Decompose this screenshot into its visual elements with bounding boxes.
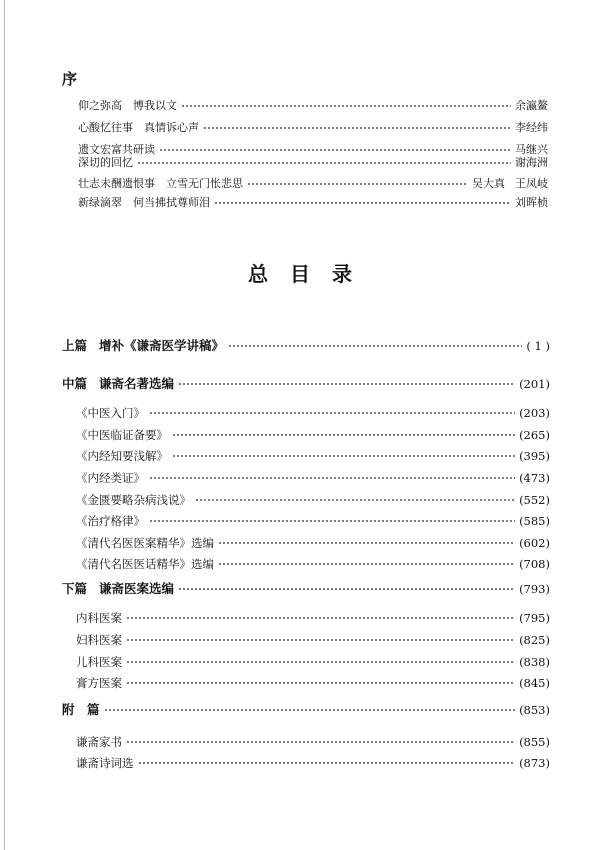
section-label: 上篇	[62, 338, 88, 353]
dot-leader	[178, 383, 515, 385]
dot-leader	[195, 499, 515, 501]
preface-entry-author: 李经纬	[515, 121, 548, 134]
toc-section[interactable]	[62, 582, 550, 596]
section-label: 中篇	[62, 376, 88, 391]
dot-leader	[228, 345, 522, 347]
preface-entry-title: 深切的回忆	[78, 156, 133, 169]
item-page: (855)	[519, 735, 550, 749]
dot-leader	[218, 563, 515, 565]
toc-title: 总目录	[248, 262, 374, 286]
item-page: (708)	[519, 557, 550, 571]
item-page: (265)	[519, 428, 550, 442]
toc-item[interactable]	[76, 471, 550, 485]
toc-item[interactable]	[76, 756, 550, 770]
item-name: 内科医案	[76, 611, 122, 625]
preface-entry-title: 遗文宏富共研读	[78, 143, 155, 156]
preface-entry-author: 刘晖桢	[515, 196, 548, 209]
page-edge-line	[4, 0, 5, 850]
item-name: 妇科医案	[76, 633, 122, 647]
toc-section[interactable]	[62, 703, 550, 717]
dot-leader	[126, 682, 515, 684]
item-page: (838)	[519, 655, 550, 669]
toc-item[interactable]	[76, 735, 550, 749]
preface-entry-author: 马继兴	[515, 143, 548, 156]
toc-section[interactable]	[62, 377, 550, 391]
dot-leader	[126, 617, 515, 619]
preface-heading: 序	[62, 70, 78, 88]
item-name: 《中医临证备要》	[76, 428, 168, 442]
preface-entry[interactable]	[78, 156, 548, 170]
item-name: 谦斋家书	[76, 735, 122, 749]
dot-leader	[218, 542, 515, 544]
preface-entry[interactable]	[78, 177, 548, 191]
item-page: (873)	[519, 756, 550, 770]
dot-leader	[159, 149, 511, 151]
toc-item[interactable]	[76, 557, 550, 571]
item-name: 谦斋诗词选	[76, 756, 134, 770]
preface-entry-title: 仰之弥高 博我以文	[78, 99, 177, 112]
toc-item[interactable]	[76, 428, 550, 442]
item-name: 《内经类证》	[76, 471, 145, 485]
section-label: 附 篇	[62, 702, 100, 717]
toc-section[interactable]	[62, 339, 550, 353]
item-page: (395)	[519, 449, 550, 463]
item-name: 《内经知要浅解》	[76, 449, 168, 463]
preface-entry[interactable]	[78, 99, 548, 113]
toc-item[interactable]	[76, 611, 550, 625]
dot-leader	[126, 661, 515, 663]
item-name: 膏方医案	[76, 676, 122, 690]
section-label: 下篇	[62, 581, 88, 596]
dot-leader	[149, 412, 515, 414]
preface-entry-author: 谢海洲	[515, 156, 548, 169]
toc-item[interactable]	[76, 406, 550, 420]
item-page: (203)	[519, 406, 550, 420]
dot-leader	[104, 709, 516, 711]
dot-leader	[214, 202, 511, 204]
section-page: (201)	[519, 377, 550, 391]
section-page: ( 1 )	[526, 339, 550, 353]
item-name: 《金匮要略杂病浅说》	[76, 493, 191, 507]
item-page: (795)	[519, 611, 550, 625]
item-page: (473)	[519, 471, 550, 485]
item-name: 《中医入门》	[76, 406, 145, 420]
preface-entry-author: 吴大真	[472, 177, 505, 190]
section-page: (793)	[519, 582, 550, 596]
section-page: (853)	[519, 703, 550, 717]
dot-leader	[126, 741, 515, 743]
dot-leader	[149, 520, 515, 522]
item-name: 《清代名医医话精华》选编	[76, 557, 214, 571]
section-name: 谦斋医案选编	[99, 581, 175, 596]
toc-item[interactable]	[76, 449, 550, 463]
preface-entry-title: 心酸忆往事 真情诉心声	[78, 121, 199, 134]
toc-item[interactable]	[76, 493, 550, 507]
section-name: 谦斋名著选编	[99, 376, 175, 391]
dot-leader	[178, 588, 515, 590]
item-page: (602)	[519, 536, 550, 550]
dot-leader	[126, 639, 515, 641]
item-name: 《治疗格律》	[76, 514, 145, 528]
item-page: (585)	[519, 514, 550, 528]
dot-leader	[172, 434, 515, 436]
dot-leader	[203, 127, 511, 129]
section-name: 增补《谦斋医学讲稿》	[99, 338, 225, 353]
item-page: (825)	[519, 633, 550, 647]
item-name: 《清代名医医案精华》选编	[76, 536, 214, 550]
toc-item[interactable]	[76, 655, 550, 669]
preface-entry-author: 余瀛鳌	[515, 99, 548, 112]
dot-leader	[172, 455, 515, 457]
item-name: 儿科医案	[76, 655, 122, 669]
preface-entry-title: 新绿滴翠 何当拂拭尊师泪	[78, 196, 210, 209]
dot-leader	[181, 105, 511, 107]
toc-item[interactable]	[76, 536, 550, 550]
preface-entry[interactable]	[78, 196, 548, 210]
preface-entry-author-second: 王凤岐	[515, 177, 548, 190]
dot-leader	[137, 162, 511, 164]
preface-entry-title: 壮志未酬遗恨事 立雪无门怅悲思	[78, 177, 243, 190]
dot-leader	[138, 762, 516, 764]
toc-item[interactable]	[76, 633, 550, 647]
dot-leader	[247, 183, 468, 185]
toc-item[interactable]	[76, 514, 550, 528]
preface-entry[interactable]	[78, 143, 548, 157]
item-page: (845)	[519, 676, 550, 690]
item-page: (552)	[519, 493, 550, 507]
dot-leader	[149, 477, 515, 479]
toc-item[interactable]	[76, 676, 550, 690]
preface-entry[interactable]	[78, 121, 548, 135]
